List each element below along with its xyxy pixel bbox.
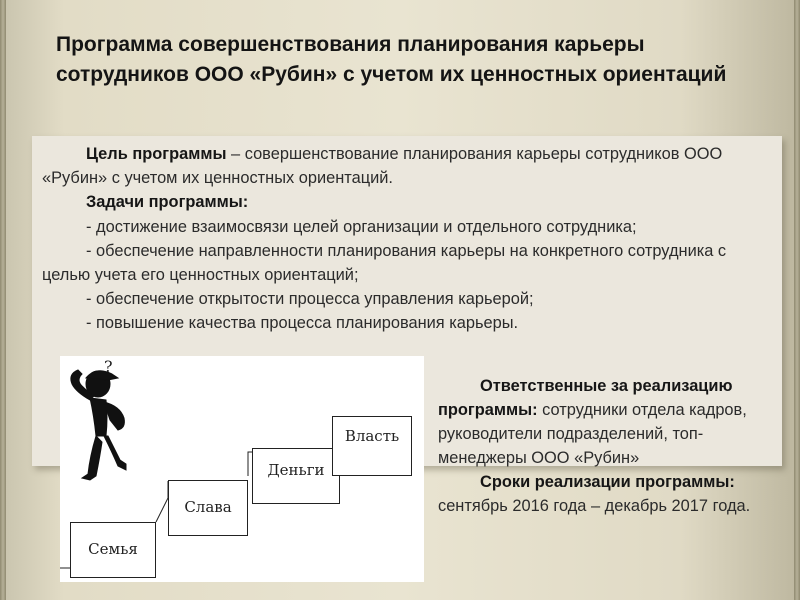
goal-paragraph bbox=[42, 142, 777, 190]
goal-label: Цель программы bbox=[86, 145, 227, 163]
tasks-label: Задачи программы: bbox=[86, 193, 249, 212]
task-item: - повышение качества процесса планирования карьеры. bbox=[86, 314, 519, 333]
step-family: Семья bbox=[70, 522, 156, 578]
responsible-paragraph bbox=[438, 374, 778, 470]
step-power: Власть bbox=[332, 416, 412, 476]
responsible-text: сотрудники отдела кадров, руководители подразделений, топ-менеджеры ООО «Рубин» bbox=[438, 401, 747, 467]
slide-title: Программа совершенствования планирования карьеры сотрудников ООО «Рубин» с учетом их ценностных ориентаций bbox=[56, 33, 727, 86]
goal-text: – совершенствование планирования карьеры сотрудников ООО «Рубин» с учетом их ценностных ориентаций. bbox=[42, 145, 723, 188]
step-money: Деньги bbox=[252, 448, 340, 504]
program-details bbox=[438, 374, 778, 518]
task-item: - достижение взаимосвязи целей организации и отдельного сотрудника; bbox=[86, 217, 637, 236]
timing-paragraph bbox=[438, 470, 778, 518]
timing-text: сентябрь 2016 года – декабрь 2017 года. bbox=[438, 497, 751, 515]
question-mark: ? bbox=[104, 357, 113, 376]
step-fame: Слава bbox=[168, 480, 248, 536]
responsible-label: Ответственные за реализацию программы: bbox=[438, 377, 733, 419]
task-item: - обеспечение направленности планирования карьеры на конкретного сотрудника с целью учета его ценностных ориентаций; bbox=[42, 241, 727, 285]
left-edge-stripe bbox=[0, 0, 6, 600]
right-edge-stripe bbox=[794, 0, 800, 600]
task-item: - обеспечение открытости процесса управления карьерой; bbox=[86, 290, 534, 309]
timing-label: Сроки реализации программы: bbox=[480, 473, 735, 491]
career-ladder-illustration bbox=[60, 356, 424, 582]
program-description bbox=[42, 142, 777, 336]
